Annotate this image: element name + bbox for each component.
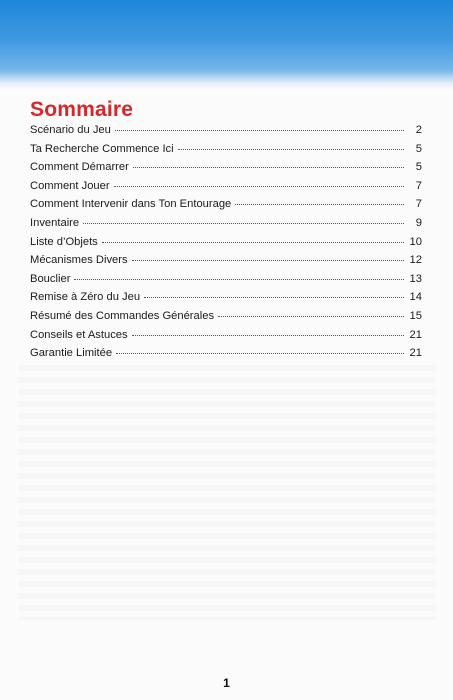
header-banner [0, 0, 453, 90]
toc-entry [30, 291, 422, 310]
toc-entry-label: Inventaire [30, 216, 80, 229]
table-of-contents [30, 124, 422, 366]
dot-leader [218, 316, 404, 317]
toc-entry-page: 14 [409, 291, 422, 304]
toc-entry [30, 124, 422, 143]
page-number: 1 [223, 676, 230, 690]
dot-leader [178, 149, 404, 150]
dot-leader [74, 279, 404, 280]
toc-entry-page: 15 [409, 309, 422, 322]
toc-entry [30, 347, 422, 366]
toc-entry-page: 21 [409, 347, 422, 360]
bleed-through-text [18, 365, 435, 620]
toc-entry-label: Garantie Limitée [30, 347, 113, 360]
toc-entry [30, 310, 422, 329]
toc-entry-label: Comment Démarrer [30, 161, 129, 174]
toc-entry-label: Comment Intervenir dans Ton Entourage [30, 198, 232, 211]
dot-leader [144, 297, 404, 298]
toc-entry-label: Remise à Zéro du Jeu [30, 291, 141, 304]
dot-leader [235, 204, 404, 205]
toc-entry-page: 7 [415, 179, 422, 192]
toc-entry-page: 10 [409, 235, 422, 248]
toc-entry [30, 180, 422, 199]
toc-entry-label: Bouclier [30, 272, 71, 285]
toc-entry [30, 217, 422, 236]
dot-leader [116, 353, 404, 354]
toc-entry [30, 254, 422, 273]
toc-entry-page: 12 [409, 254, 422, 267]
page-title: Sommaire [30, 98, 134, 121]
toc-entry [30, 329, 422, 348]
toc-entry-page: 5 [415, 142, 422, 155]
dot-leader [133, 167, 404, 168]
dot-leader [132, 335, 404, 336]
dot-leader [83, 223, 404, 224]
toc-entry [30, 236, 422, 255]
toc-entry-label: Scénario du Jeu [30, 124, 111, 136]
toc-entry [30, 273, 422, 292]
toc-entry-page: 7 [415, 198, 422, 211]
toc-entry [30, 161, 422, 180]
dot-leader [115, 130, 404, 131]
toc-entry-label: Comment Jouer [30, 179, 110, 192]
toc-entry-label: Mécanismes Divers [30, 254, 128, 267]
toc-entry-label: Liste d’Objets [30, 235, 98, 248]
toc-entry-label: Résumé des Commandes Générales [30, 309, 215, 322]
dot-leader [114, 186, 404, 187]
toc-entry-page: 21 [409, 328, 422, 341]
toc-entry [30, 143, 422, 162]
toc-entry-page: 2 [415, 124, 422, 136]
toc-entry-page: 13 [409, 272, 422, 285]
dot-leader [132, 260, 404, 261]
toc-entry-label: Ta Recherche Commence Ici [30, 142, 174, 155]
toc-entry-page: 5 [415, 161, 422, 174]
toc-entry-page: 9 [415, 216, 422, 229]
toc-entry-label: Conseils et Astuces [30, 328, 128, 341]
toc-entry [30, 198, 422, 217]
dot-leader [102, 242, 404, 243]
